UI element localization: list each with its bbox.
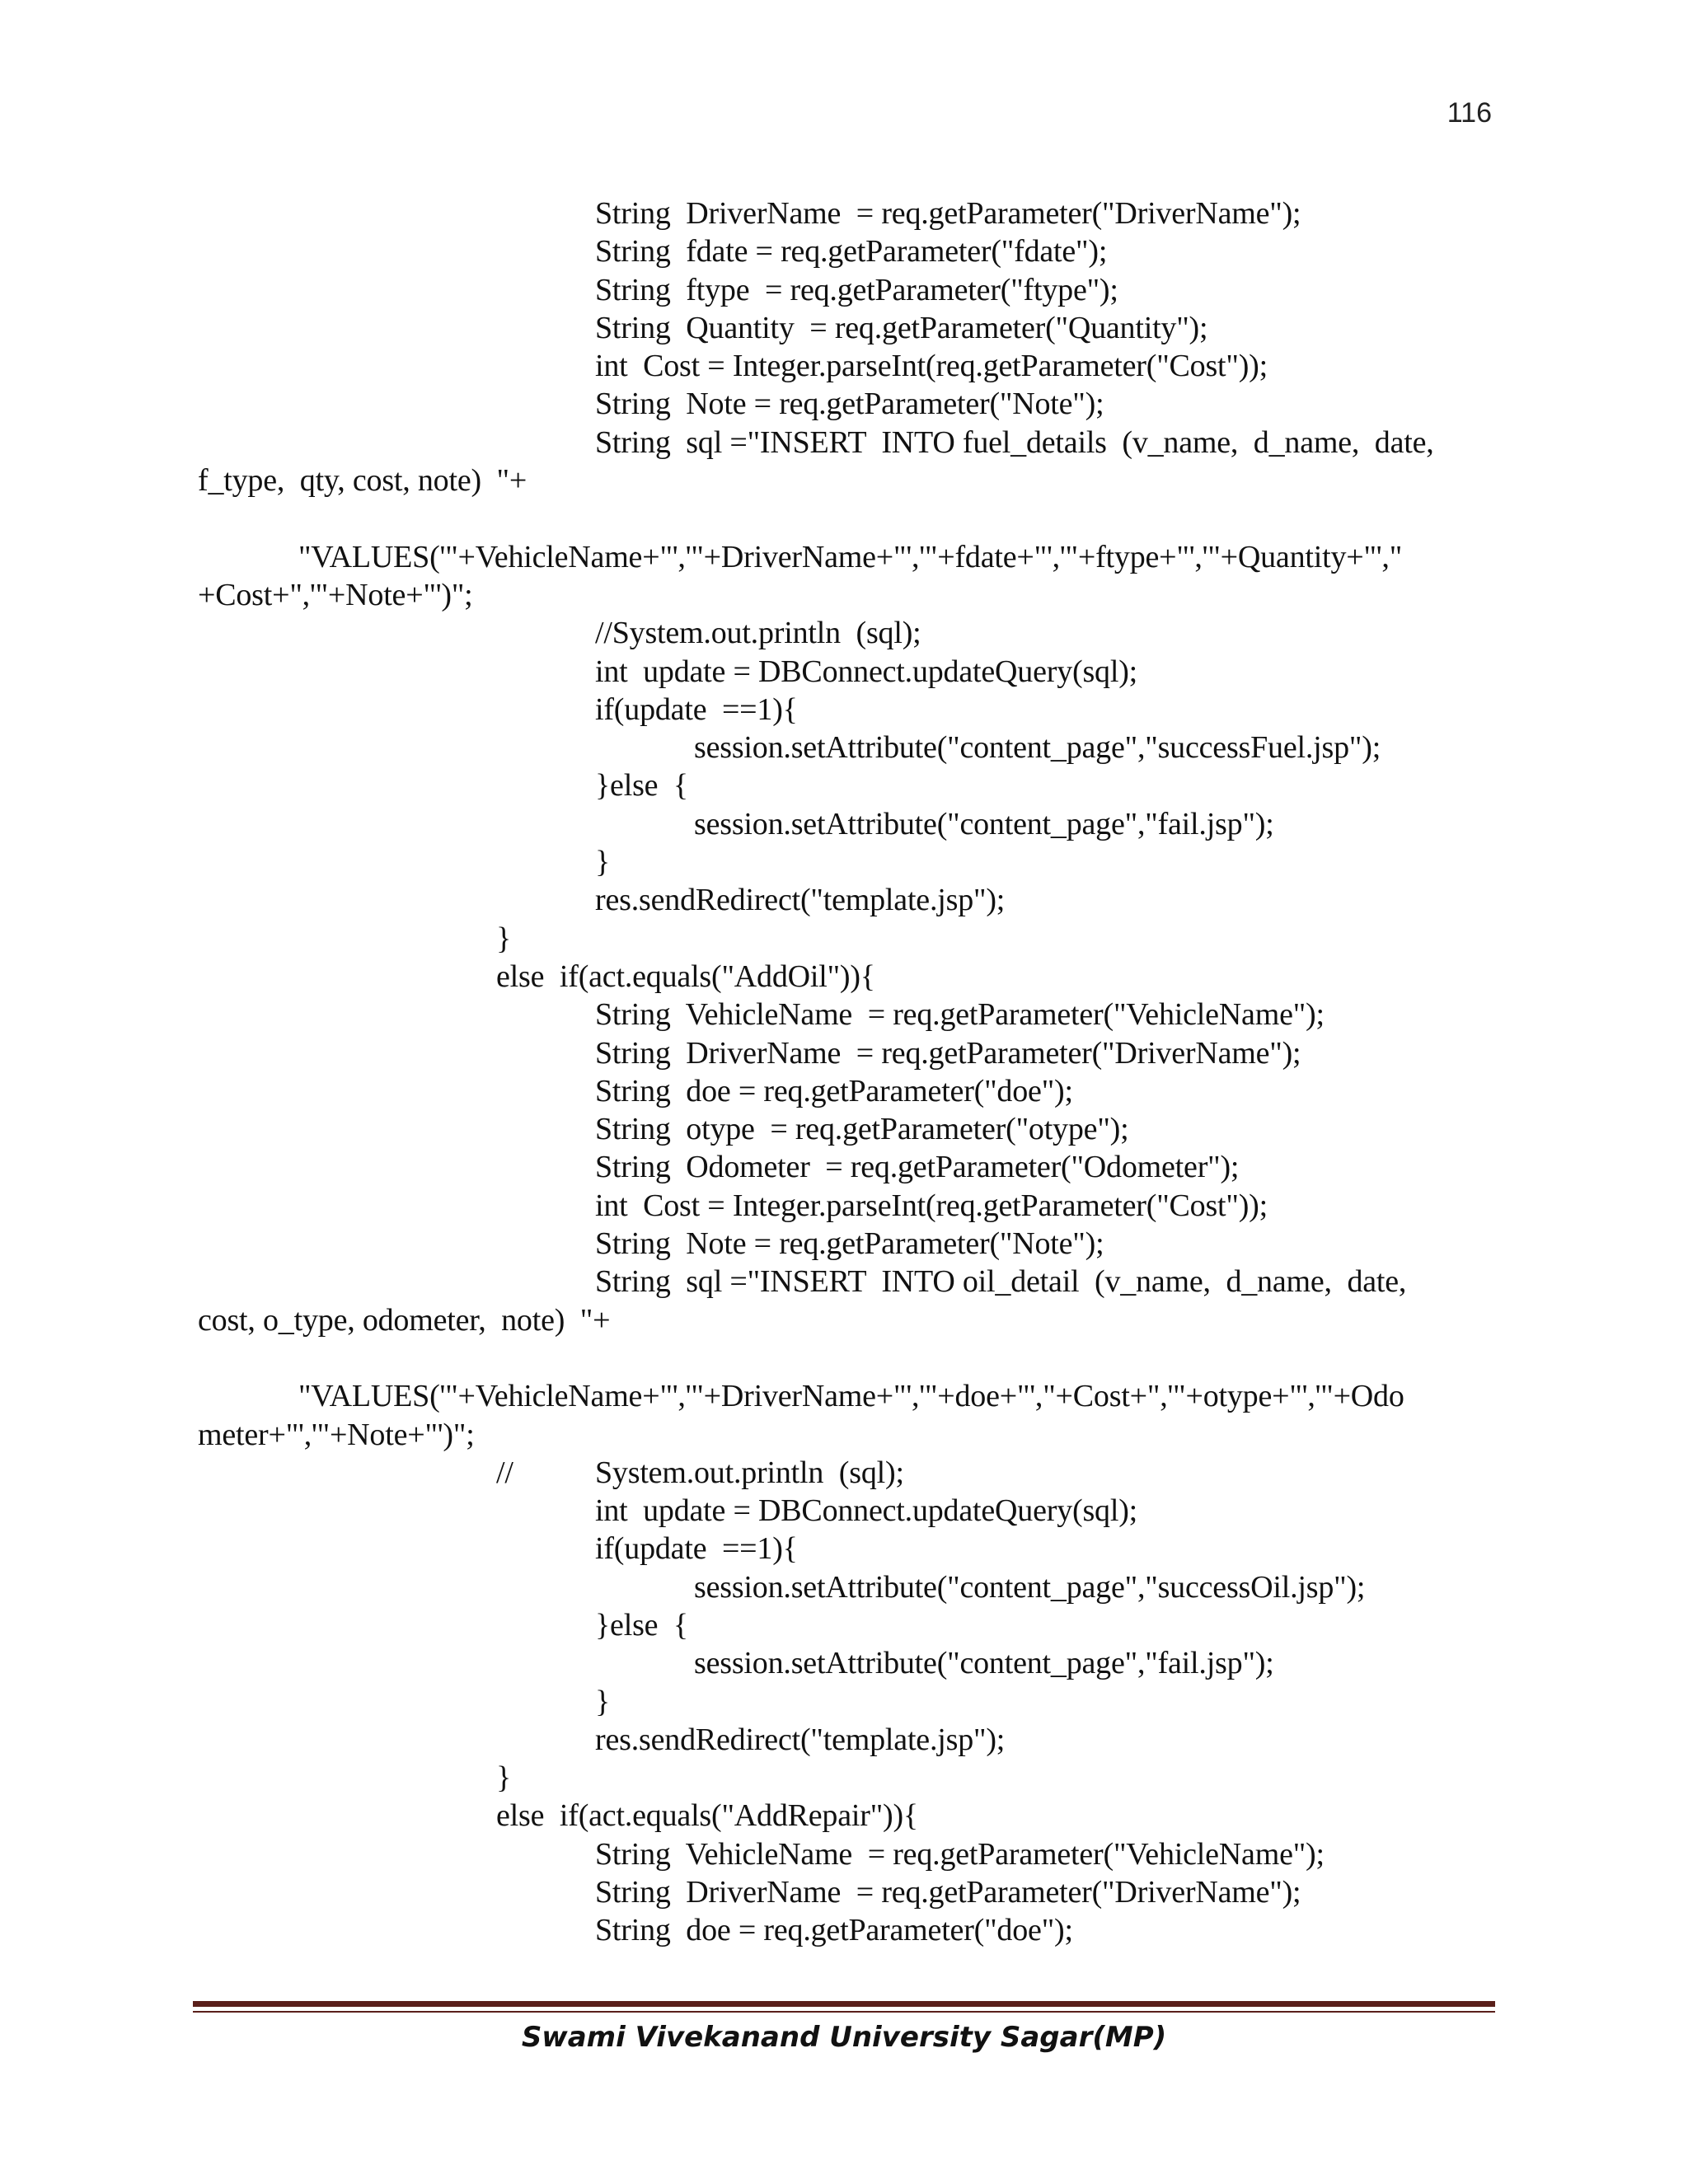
blank-line	[198, 499, 1500, 537]
code-line: String doe = req.getParameter("doe");	[595, 1073, 1073, 1108]
code-line: cost, o_type, odometer, note) "+	[198, 1302, 611, 1338]
code-line: }	[496, 1760, 512, 1796]
code-line: int update = DBConnect.updateQuery(sql);	[595, 654, 1138, 689]
footer-university-name: Swami Vivekanand University Sagar(MP)	[521, 2021, 1167, 2054]
code-line: String ftype = req.getParameter("ftype");	[595, 272, 1118, 307]
code-line: }	[496, 921, 512, 956]
blank-line	[198, 1339, 1500, 1377]
code-line: }else {	[595, 1607, 688, 1643]
code-line: f_type, qty, cost, note) "+	[198, 463, 528, 499]
code-line: }	[595, 845, 611, 880]
code-line: if(update ==1){	[595, 691, 798, 727]
code-line: }else {	[595, 768, 688, 804]
code-line: String sql ="INSERT INTO fuel_details (v_name, d_name, date,	[595, 424, 1434, 460]
code-line: String VehicleName = req.getParameter("VehicleName");	[595, 1836, 1325, 1872]
code-line: res.sendRedirect("template.jsp");	[595, 1722, 1006, 1757]
code-line: String Odometer = req.getParameter("Odometer");	[595, 1150, 1240, 1185]
code-line: "VALUES('"+VehicleName+"','"+DriverName+"','"+fdate+"','"+ftype+"','"+Quantity+"',"	[298, 539, 1403, 574]
comment-marker: //	[496, 1455, 513, 1490]
code-line: String sql ="INSERT INTO oil_detail (v_name, d_name, date,	[595, 1264, 1407, 1300]
code-line: String Note = req.getParameter("Note");	[595, 1226, 1104, 1262]
code-line: String fdate = req.getParameter("fdate");	[595, 234, 1108, 269]
code-line: res.sendRedirect("template.jsp");	[595, 883, 1006, 918]
code-line: int Cost = Integer.parseInt(req.getParameter("Cost"));	[595, 1188, 1268, 1223]
code-line: int update = DBConnect.updateQuery(sql);	[595, 1493, 1138, 1529]
page-number: 116	[1447, 97, 1492, 129]
footer-divider	[193, 2001, 1495, 2007]
code-line: session.setAttribute("content_page","fail.jsp");	[694, 1646, 1274, 1681]
code-line: String Quantity = req.getParameter("Quantity");	[595, 310, 1208, 345]
code-line: else if(act.equals("AddRepair")){	[496, 1798, 918, 1834]
code-text: System.out.println (sql);	[595, 1455, 904, 1490]
code-listing	[198, 194, 1500, 1950]
code-line: String DriverName = req.getParameter("DriverName");	[595, 1035, 1301, 1071]
footer-divider-thin	[193, 2011, 1495, 2013]
code-line: String VehicleName = req.getParameter("VehicleName");	[595, 997, 1325, 1033]
code-line: String otype = req.getParameter("otype");	[595, 1112, 1129, 1147]
code-line: meter+"','"+Note+"')";	[198, 1417, 475, 1452]
code-line: session.setAttribute("content_page","successOil.jsp");	[694, 1569, 1366, 1605]
code-line: if(update ==1){	[595, 1531, 798, 1567]
code-line: }	[595, 1684, 611, 1719]
code-line: String DriverName = req.getParameter("DriverName");	[595, 1875, 1301, 1910]
code-line: session.setAttribute("content_page","fail.jsp");	[694, 806, 1274, 841]
code-line	[198, 1454, 1500, 1492]
code-line: session.setAttribute("content_page","successFuel.jsp");	[694, 730, 1381, 766]
code-line: +Cost+",'"+Note+"')";	[198, 577, 473, 612]
code-line: int Cost = Integer.parseInt(req.getParameter("Cost"));	[595, 349, 1268, 384]
code-line: String Note = req.getParameter("Note");	[595, 387, 1104, 422]
code-line: "VALUES('"+VehicleName+"','"+DriverName+"','"+doe+"',"+Cost+",'"+otype+"','"+Odo	[298, 1379, 1404, 1414]
code-line: else if(act.equals("AddOil")){	[496, 958, 875, 994]
code-line: String doe = req.getParameter("doe");	[595, 1913, 1073, 1948]
code-line: //System.out.println (sql);	[595, 616, 921, 651]
code-line: String DriverName = req.getParameter("DriverName");	[595, 196, 1301, 231]
